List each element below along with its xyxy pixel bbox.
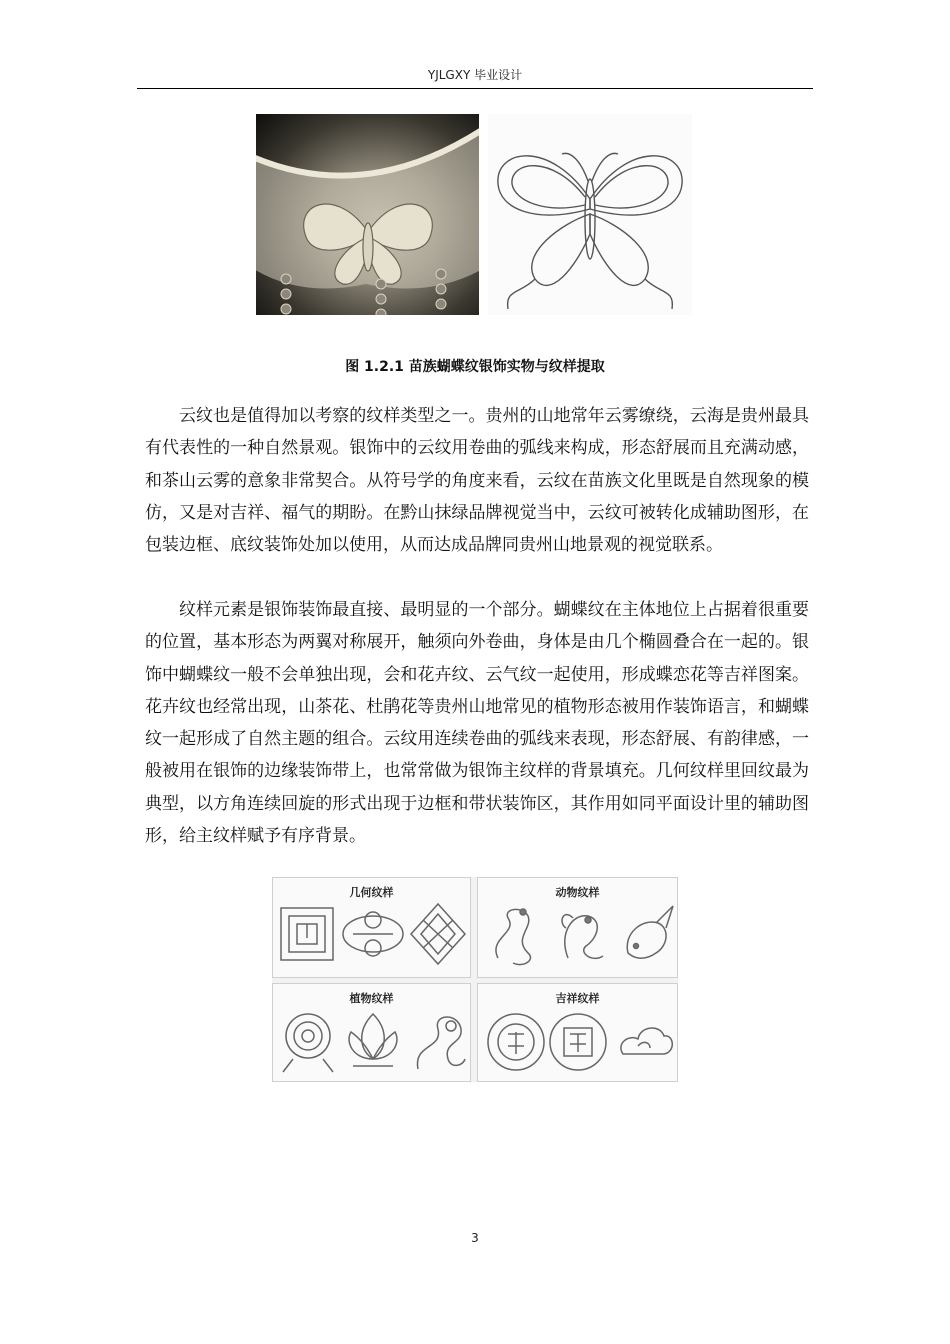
panel-title: 吉祥纹样 bbox=[555, 992, 600, 1005]
lotus-flower-icon bbox=[349, 1014, 397, 1066]
ruyi-knot-icon bbox=[343, 912, 403, 956]
auspicious-cloud-icon bbox=[621, 1028, 672, 1054]
meander-square-icon bbox=[281, 908, 333, 960]
phoenix-icon bbox=[562, 915, 603, 959]
fu-medallion-icon bbox=[488, 1014, 544, 1070]
fu-seal-icon bbox=[550, 1014, 606, 1070]
paragraph-cloud-pattern: 云纹也是值得加以考察的纹样类型之一。贵州的山地常年云雾缭绕，云海是贵州最具有代表性的一种自然景观。银饰中的云纹用卷曲的弧线来构成，形态舒展而且充满动感，和茶山云雾的意象非常契合。从符号学的角度来看，云纹在苗族文化里既是自然现象的模仿，又是对吉祥、福气的期盼。在黔山抹绿品牌视觉当中，云纹可被转化成辅助图形，在包装边框、底纹装饰处加以使用，从而达成品牌同贵州山地景观的视觉联系。 bbox=[145, 406, 809, 556]
panel-geometric bbox=[272, 877, 471, 978]
paragraph-pattern-elements: 纹样元素是银饰装饰最直接、最明显的一个部分。蝴蝶纹在主体地位上占据着很重要的位置，基本形态为两翼对称展开，触须向外卷曲，身体是由几个椭圆叠合在一起的。银饰中蝴蝶纹一般不会单独出现，会和花卉纹、云气纹一起使用，形成蝶恋花等吉祥图案。花卉纹也经常出现，山茶花、杜鹃花等贵州山地常见的植物形态被用作装饰语言，和蝴蝶纹一起形成了自然主题的组合。云纹用连续卷曲的弧线来表现，形态舒展、有韵律感，一般被用在银饰的边缘装饰带上，也常常做为银饰主纹样的背景填充。几何纹样里回纹最为典型，以方角连续回旋的形式出现于边框和带状装饰区，其作用如同平面设计里的辅助图形，给主纹样赋予有序背景。 bbox=[145, 600, 809, 847]
page-number: 3 bbox=[471, 1231, 479, 1245]
dragon-icon bbox=[496, 909, 531, 965]
figure-caption: 图 1.2.1 苗族蝴蝶纹银饰实物与纹样提取 bbox=[345, 359, 605, 375]
panel-title: 植物纹样 bbox=[349, 992, 394, 1005]
page-header: YJLGXY 毕业设计 bbox=[427, 68, 523, 82]
butterfly-line-drawing bbox=[488, 114, 692, 315]
peony-flower-icon bbox=[283, 1014, 333, 1072]
panel-plant bbox=[272, 983, 471, 1082]
panel-title: 动物纹样 bbox=[555, 886, 600, 899]
panel-title: 几何纹样 bbox=[349, 886, 394, 899]
carp-icon bbox=[627, 906, 673, 958]
silver-butterfly-necklace-photo bbox=[256, 114, 479, 315]
panel-auspicious bbox=[477, 983, 678, 1082]
diamond-knot-icon bbox=[411, 904, 465, 964]
pattern-category-grid bbox=[272, 877, 678, 1082]
header-divider bbox=[137, 88, 813, 89]
panel-animal bbox=[477, 877, 678, 978]
scroll-vine-icon bbox=[417, 1017, 465, 1069]
